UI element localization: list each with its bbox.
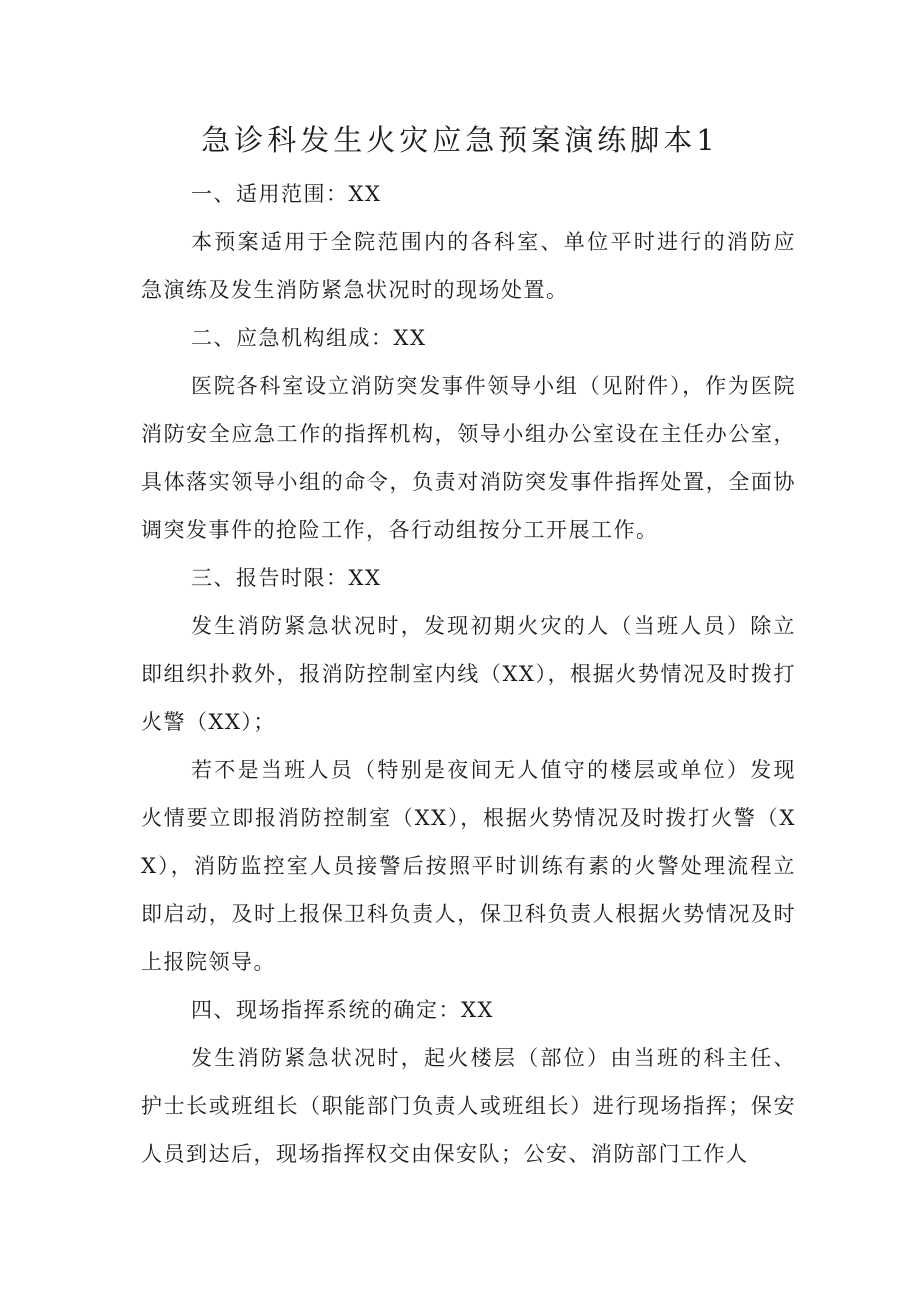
paragraph-command: 发生消防紧急状况时，起火楼层（部位）由当班的科主任、护士长或班组长（职能部门负责人或班组长）进行现场指挥；保安人员到达后，现场指挥权交由保安队；公安、消防部门工作人 — [141, 1046, 796, 1166]
paragraph-report-nonduty: 若不是当班人员（特别是夜间无人值守的楼层或单位）发现火情要立即报消防控制室（XX），根据火势情况及时拨打火警（XX），消防监控室人员接警后按照平时训练有素的火警处理流程立即启动，及时上报保卫科负责人，保卫科负责人根据火势情况及时上报院领导。 — [141, 758, 796, 974]
section-heading-scope: 一、适用范围：XX — [191, 182, 382, 206]
section-heading-organization: 二、应急机构组成：XX — [191, 326, 427, 350]
section-heading-command: 四、现场指挥系统的确定：XX — [191, 998, 494, 1022]
section-heading-report-time: 三、报告时限：XX — [191, 566, 382, 590]
paragraph-organization: 医院各科室设立消防突发事件领导小组（见附件），作为医院消防安全应急工作的指挥机构，领导小组办公室设在主任办公室，具体落实领导小组的命令，负责对消防突发事件指挥处置，全面协调突发事件的抢险工作，各行动组按分工开展工作。 — [141, 374, 796, 542]
paragraph-report-duty: 发生消防紧急状况时，发现初期火灾的人（当班人员）除立即组织扑救外，报消防控制室内线（XX），根据火势情况及时拨打火警（XX）； — [141, 614, 796, 734]
document-title: 急诊科发生火灾应急预案演练脚本1 — [201, 123, 719, 157]
document-body — [141, 170, 796, 1178]
paragraph-scope: 本预案适用于全院范围内的各科室、单位平时进行的消防应急演练及发生消防紧急状况时的现场处置。 — [141, 230, 796, 302]
